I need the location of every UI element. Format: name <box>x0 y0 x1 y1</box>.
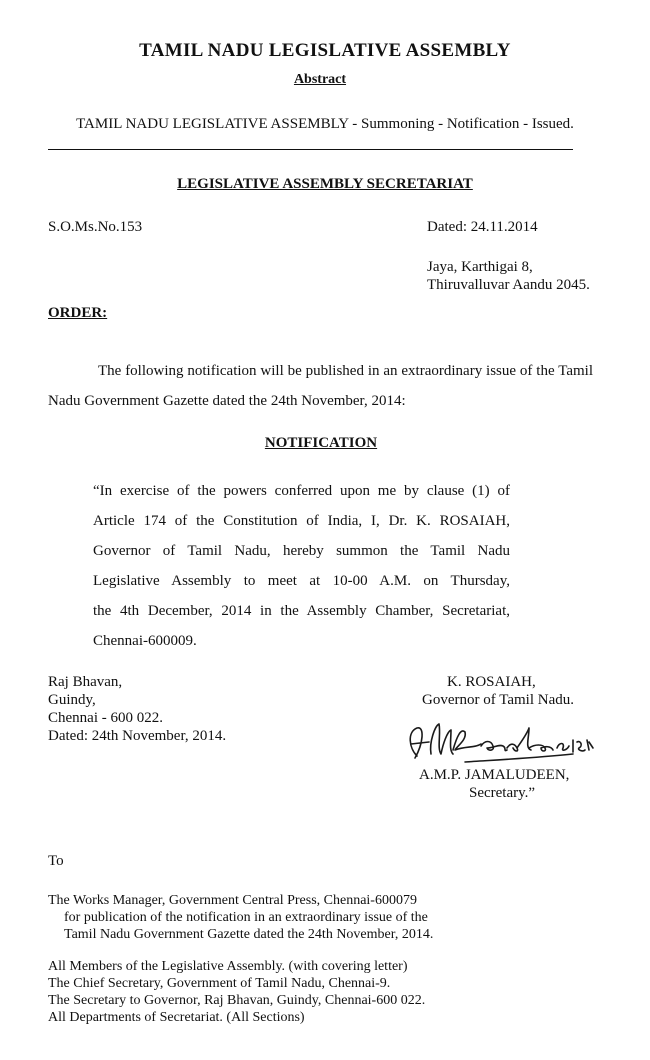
secretary-title: Secretary.” <box>469 785 536 801</box>
tamil-date <box>427 258 590 294</box>
notification-heading: NOTIFICATION <box>264 435 378 451</box>
notification-line: Legislative Assembly to meet at 10-00 A.M. on Thursday, <box>93 573 510 589</box>
notification-line: Governor of Tamil Nadu, hereby summon the Tamil Nadu <box>93 543 510 559</box>
tamil-date-line-1: Jaya, Karthigai 8, <box>427 259 533 275</box>
order-heading: ORDER: <box>48 305 108 321</box>
recipient-line: All Departments of Secretariat. (All Sections) <box>48 1010 305 1025</box>
order-paragraph <box>48 356 593 416</box>
notification-line: “In exercise of the powers conferred upon me by clause (1) of <box>93 483 510 499</box>
secretary-name: A.M.P. JAMALUDEEN, <box>419 767 570 783</box>
header-divider <box>48 149 573 150</box>
to-label: To <box>48 853 64 869</box>
subject-line: TAMIL NADU LEGISLATIVE ASSEMBLY - Summoning - Notification - Issued. <box>76 116 574 132</box>
issuing-address <box>48 673 226 745</box>
order-date: Dated: 24.11.2014 <box>427 219 538 235</box>
governor-block <box>422 673 574 709</box>
governor-title: Governor of Tamil Nadu. <box>422 692 574 708</box>
notification-line: Article 174 of the Constitution of India, I, Dr. K. ROSAIAH, <box>93 513 510 529</box>
recipient-line: The Secretary to Governor, Raj Bhavan, Guindy, Chennai-600 022. <box>48 993 426 1008</box>
recipient-line: for publication of the notification in an extraordinary issue of the <box>64 910 428 925</box>
address-line: Chennai - 600 022. <box>48 710 163 726</box>
recipient-line: Tamil Nadu Government Gazette dated the 24th November, 2014. <box>64 927 434 942</box>
document-title: TAMIL NADU LEGISLATIVE ASSEMBLY <box>139 40 511 61</box>
primary-recipient <box>48 892 433 943</box>
copy-recipients <box>48 958 425 1026</box>
order-number: S.O.Ms.No.153 <box>48 219 143 235</box>
notification-line: the 4th December, 2014 in the Assembly Chamber, Secretariat, <box>93 603 510 619</box>
address-line: Guindy, <box>48 692 96 708</box>
secretariat-heading: LEGISLATIVE ASSEMBLY SECRETARIAT <box>177 176 473 192</box>
recipient-line: The Chief Secretary, Government of Tamil Nadu, Chennai-9. <box>48 976 391 991</box>
handwritten-signature <box>395 705 595 770</box>
address-line: Dated: 24th November, 2014. <box>48 728 227 744</box>
recipient-line: The Works Manager, Government Central Press, Chennai-600079 <box>48 893 417 908</box>
recipient-line: All Members of the Legislative Assembly. (with covering letter) <box>48 959 408 974</box>
abstract-label: Abstract <box>293 72 347 87</box>
notification-body <box>93 476 510 656</box>
tamil-date-line-2: Thiruvalluvar Aandu 2045. <box>427 277 590 293</box>
signature-marks: AMPJamaludeen 29/11/14 <box>395 705 566 722</box>
secretary-block <box>419 766 569 802</box>
address-line: Raj Bhavan, <box>48 674 123 690</box>
notification-line: Chennai-600009. <box>93 633 197 649</box>
governor-name: K. ROSAIAH, <box>447 674 536 690</box>
order-paragraph-text: The following notification will be published in an extraordinary issue of the Tamil Nadu Government Gazette dated the 24th November, 2014: <box>48 363 593 409</box>
